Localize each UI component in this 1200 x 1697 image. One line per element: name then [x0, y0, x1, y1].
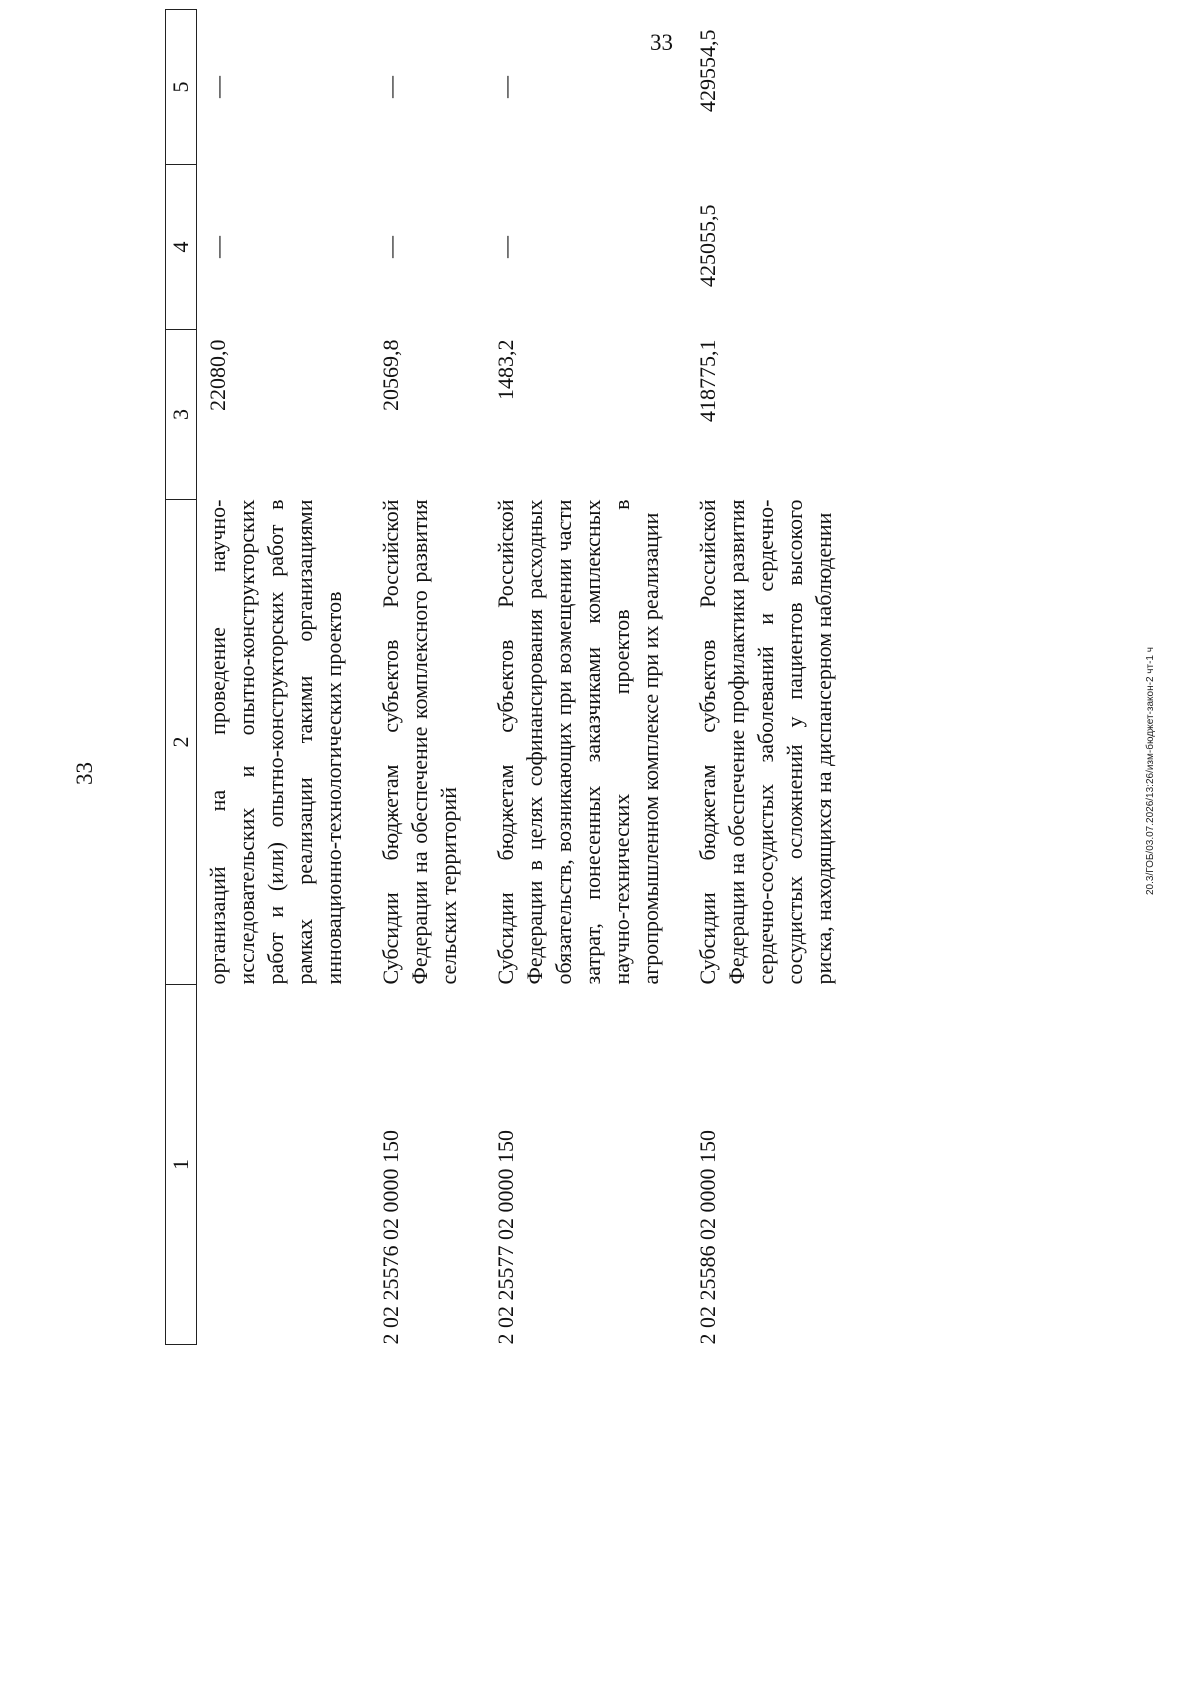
- row-code: 2 02 25576 02 0000 150: [378, 1130, 403, 1345]
- row-value-col3: 22080,0: [205, 339, 230, 411]
- row-value-col4: —: [378, 236, 403, 258]
- table-row: [485, 10, 687, 1345]
- header-col-2: 2: [166, 500, 197, 985]
- table-header-row: [166, 10, 197, 1345]
- header-col-4: 4: [166, 165, 197, 330]
- row-code: [197, 985, 371, 1345]
- row-code: 2 02 25586 02 0000 150: [695, 1130, 720, 1345]
- budget-table: [165, 9, 860, 1345]
- row-name: Субсидии бюджетам субъектов Российской Федерации на обеспечение профилактики развития сердечно-сосудистых заболеваний и сердечно-сосудистых осложнений у пациентов высокого риска, находящихся на диспансерном наблюдении: [695, 499, 836, 985]
- header-col-1: 1: [166, 985, 197, 1345]
- row-value-col5: —: [493, 76, 518, 98]
- page-number-top-right: 33: [650, 30, 673, 55]
- row-value-col3: 20569,8: [378, 339, 403, 411]
- row-code: 2 02 25577 02 0000 150: [493, 1130, 518, 1345]
- row-value-col5: 429554,5: [695, 29, 720, 112]
- row-value-col3: 1483,2: [493, 339, 518, 400]
- row-value-col4: 425055,5: [695, 204, 720, 287]
- row-value-col5: —: [205, 76, 230, 98]
- rotated-page: [30, 0, 1020, 1530]
- row-value-col5: —: [378, 76, 403, 98]
- table-row: [197, 10, 371, 1345]
- row-name: Субсидии бюджетам субъектов Российской Федерации в целях софинансирования расходных обязательств, возникающих при возмещении части затрат, понесенных заказчиками комплексных научно-технических проектов в агропромышленном комплексе при их реализации: [493, 499, 663, 985]
- header-col-3: 3: [166, 330, 197, 500]
- row-value-col4: —: [493, 236, 518, 258]
- footer-stamp-text: 20.3/ГОБ/03.07.2026/13:26/изм-бюджет-закон-2 чт-1 ч: [1145, 647, 1156, 895]
- header-col-5: 5: [166, 10, 197, 165]
- row-name: Субсидии бюджетам субъектов Российской Федерации на обеспечение комплексного развития сельских территорий: [378, 499, 461, 985]
- row-value-col4: —: [205, 236, 230, 258]
- table-row: [370, 10, 485, 1345]
- page-number-header: 33: [72, 762, 97, 785]
- row-value-col3: 418775,1: [695, 339, 720, 422]
- row-name: организаций на проведение научно-исследовательских и опытно-конструкторских работ и (или) опытно-конструкторских работ в рамках реализации такими организациями инновационно-технологических проектов: [205, 499, 346, 985]
- table-row: [687, 10, 860, 1345]
